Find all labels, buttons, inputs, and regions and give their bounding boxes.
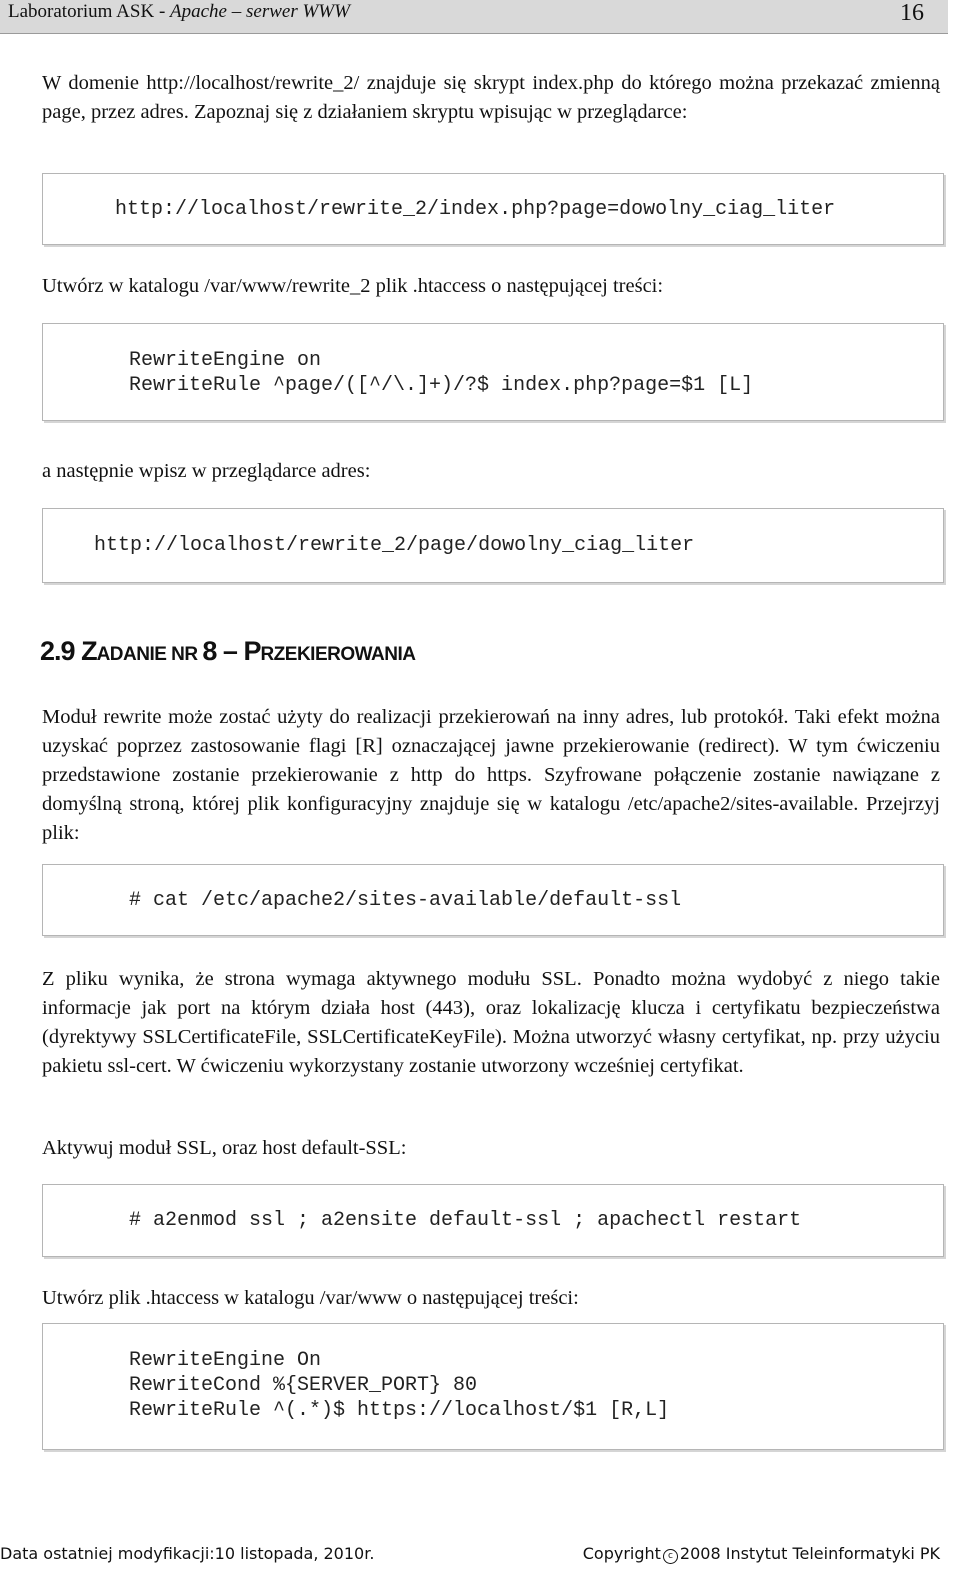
code-box-command-2 [42,1184,944,1257]
body-paragraph-1: Moduł rewrite może zostać użyty do realizacji przekierowań na inny adres, lub protokół. Taki efekt można uzyskać poprzez zastosowanie flagi [R] oznaczającej jawne przekierowanie (redirect). W tym ćwiczeniu przedstawione zostanie przekierowanie z http do https. Szyfrowane połączenie zostanie nawiązane z domyślną stroną, której plik konfiguracyjny znajduje się w katalogu /etc/apache2/sites-available. Przejrzyj plik: [42,706,940,844]
section-number: 2.9 [40,636,75,666]
section-title: ZADANIE NR 8 – PRZEKIEROWANIA [81,636,416,666]
code-box-htaccess-2 [42,1323,944,1450]
header-title-separator: - [154,1,171,22]
code-box-url-1 [42,173,944,245]
header-title-italic: Apache – serwer WWW [170,1,350,22]
body-paragraph-2: Z pliku wynika, że strona wymaga aktywnego modułu SSL. Ponadto można wydobyć z niego takie informacje jak port na którym działa host (443), oraz lokalizację klucza i certyfikatu bezpieczeństwa (dyrektywy SSLCertificateFile, SSLCertificateKeyFile). Można utworzyć własny certyfikat, np. przy użyciu pakietu ssl-cert. W ćwiczeniu wykorzystany zostanie utworzony wcześniej certyfikat. [42,968,940,1077]
copyright-holder: 2008 Instytut Teleinformatyki PK [679,1544,940,1563]
code-line: http://localhost/rewrite_2/index.php?page=dowolny_ciag_liter [115,198,836,221]
copyright-label: Copyright [582,1544,661,1563]
code-line: RewriteEngine On [129,1349,322,1372]
page-number: 16 [900,0,924,26]
section-heading [40,636,415,667]
page-header [0,0,948,34]
copyright-icon: c [663,1549,678,1564]
code-box-htaccess-1 [42,323,944,421]
code-line: RewriteRule ^(.*)$ https://localhost/$1 [R,L] [129,1399,670,1422]
body-paragraph-3: Aktywuj moduł SSL, oraz host default-SSL: [42,1137,407,1159]
header-title-prefix: Laboratorium ASK [8,1,155,22]
code-line: http://localhost/rewrite_2/page/dowolny_ciag_liter [94,534,695,557]
code-line: RewriteEngine on [129,349,322,372]
footer-copyright [583,1544,940,1564]
browser-instruction: a następnie wpisz w przeglądarce adres: [42,460,371,482]
footer-modified-date: Data ostatniej modyfikacji:10 listopada, 2010r. [0,1544,375,1563]
code-box-url-2 [42,508,944,583]
body-paragraph-4: Utwórz plik .htaccess w katalogu /var/www o następującej treści: [42,1287,579,1309]
code-line: RewriteCond %{SERVER_PORT} 80 [129,1374,478,1397]
code-line: RewriteRule ^page/([^/\.]+)/?$ index.php?page=$1 [L] [129,374,754,397]
code-line: # a2enmod ssl ; a2ensite default-ssl ; apachectl restart [129,1209,802,1232]
header-title [8,1,350,23]
htaccess-intro-paragraph: Utwórz w katalogu /var/www/rewrite_2 plik .htaccess o następującej treści: [42,275,664,297]
intro-paragraph: W domenie http://localhost/rewrite_2/ znajduje się skrypt index.php do którego można przekazać zmienną page, przez adres. Zapoznaj się z działaniem skryptu wpisując w przeglądarce: [42,72,940,123]
code-line: # cat /etc/apache2/sites-available/default-ssl [129,889,682,912]
code-box-command-1 [42,864,944,936]
